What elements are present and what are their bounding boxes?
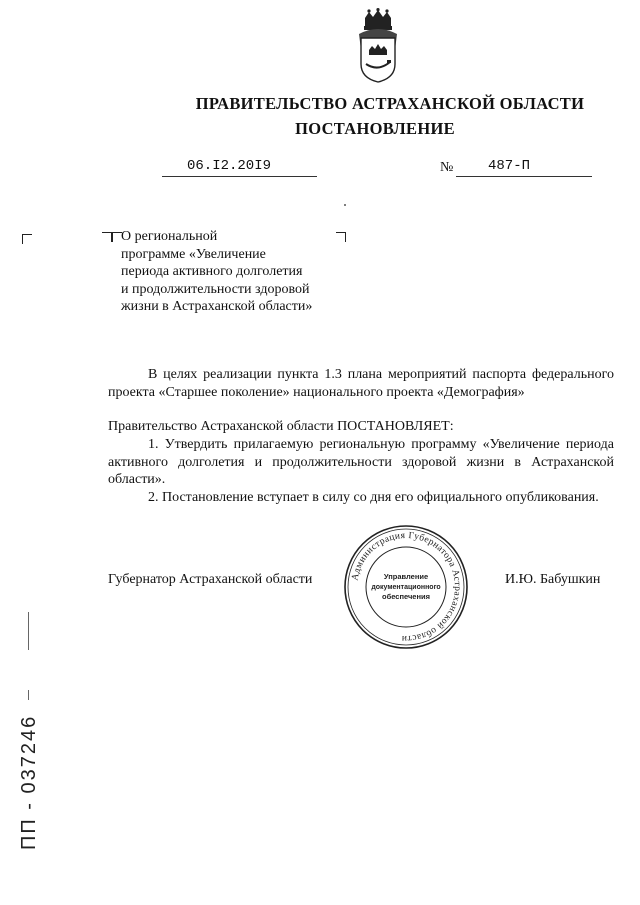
government-title: ПРАВИТЕЛЬСТВО АСТРАХАНСКОЙ ОБЛАСТИ bbox=[195, 94, 585, 113]
stamp-center-line: документационного bbox=[371, 584, 441, 591]
document-type: ПОСТАНОВЛЕНИЕ bbox=[295, 119, 455, 138]
stamp-ring-text: Администрация Губернатора Астраханской области bbox=[350, 530, 463, 644]
document-subject bbox=[121, 228, 351, 316]
stamp-center-line: обеспечения bbox=[381, 592, 431, 601]
subject-line: жизни в Астраханской области» bbox=[121, 299, 313, 314]
scan-dot bbox=[344, 204, 346, 206]
signer-position: Губернатор Астраханской области bbox=[108, 572, 313, 587]
stamp-center-line: Управление bbox=[383, 572, 429, 581]
bracket-left-inner bbox=[102, 232, 112, 242]
bracket-left-outer bbox=[22, 234, 32, 244]
clause-1-paragraph: 1. Утвердить прилагаемую региональную программу «Увеличение периода активного долголетия и продолжительности здоровой жизни в Астраханской области». bbox=[108, 437, 614, 487]
official-stamp bbox=[342, 523, 470, 651]
number-sign: № bbox=[440, 160, 454, 175]
date-underline bbox=[162, 176, 317, 177]
subject-line: О региональной bbox=[121, 229, 218, 244]
margin-scan-line bbox=[28, 690, 29, 700]
preamble-paragraph: В целях реализации пункта 1.3 плана мероприятий паспорта федерального проекта «Старшее поколение» национального проекта «Демография» bbox=[108, 367, 614, 400]
clause-2-paragraph: 2. Постановление вступает в силу со дня его официального опубликования. bbox=[148, 490, 599, 505]
number-underline bbox=[456, 176, 592, 177]
document-number: 487-П bbox=[488, 158, 531, 174]
form-serial-number: ПП - 037246 bbox=[18, 714, 40, 850]
subject-line: и продолжительности здоровой bbox=[121, 281, 310, 297]
signer-name: И.Ю. Бабушкин bbox=[505, 572, 601, 587]
resolution-paragraph: Правительство Астраханской области ПОСТАНОВЛЯЕТ: bbox=[108, 419, 454, 434]
subject-line: периода активного долголетия bbox=[121, 264, 303, 279]
astrakhan-coat-of-arms-icon bbox=[355, 8, 401, 84]
document-date: 06.I2.20I9 bbox=[187, 158, 272, 174]
margin-scan-line bbox=[28, 612, 29, 650]
subject-line: программе «Увеличение bbox=[121, 246, 266, 262]
